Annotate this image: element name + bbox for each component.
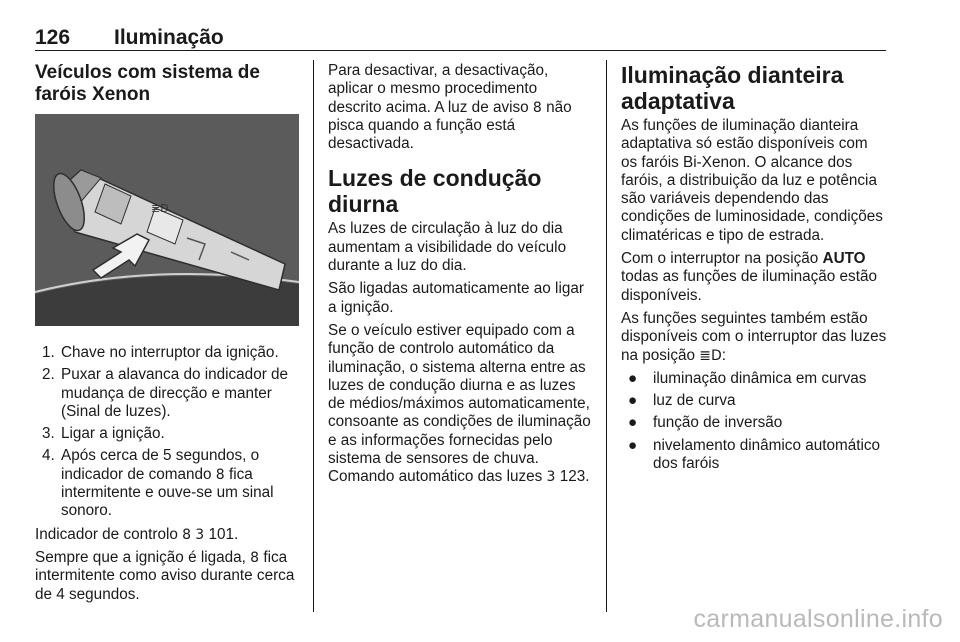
list-item <box>621 414 887 432</box>
indicator-symbol-icon: 8 <box>215 466 225 483</box>
paragraph: As funções de iluminação dianteira adaptativa só estão disponíveis com os faróis Bi-Xenon. O alcance dos faróis, a distribuição da luz e potência são variáveis dependendo das condições de luminosidade, condições climatéricas e tipo de estrada. <box>621 117 883 244</box>
page-header <box>35 26 885 50</box>
section-subheading: Veículos com sistema de faróis Xenon <box>35 62 260 105</box>
list-item-text: luz de curva <box>653 392 736 410</box>
column-2 <box>328 62 594 492</box>
step-text: fica intermitente e ouve-se um sinal sonoro. <box>61 465 274 520</box>
page-reference-icon[interactable]: 3 <box>195 526 205 543</box>
column-divider-2 <box>606 60 607 612</box>
step-number: 4. <box>42 447 55 465</box>
page-reference-number[interactable]: 123. <box>555 468 590 486</box>
bullet-icon: ● <box>628 392 638 410</box>
auto-position-label: AUTO <box>822 250 866 268</box>
features-list <box>621 370 887 473</box>
list-item-text: iluminação dinâmica em curvas <box>653 369 867 387</box>
paragraph-text: : <box>721 346 727 364</box>
low-beam-icon: ≣D <box>699 347 722 364</box>
step-number: 1. <box>42 344 55 361</box>
section-heading: Luzes de condução diurna <box>328 165 542 218</box>
paragraph-text: Se o veículo estiver equipado com a função de controlo automático da iluminação, o sistema alterna entre as luzes de condução diurna e as luzes de médios/máximos automaticamente, consoante as condições de iluminação e as informações fornecidas pelo sistema de sensores de chuva. Comando automático das luzes <box>328 321 591 486</box>
step-text: Chave no interruptor da ignição. <box>61 344 279 361</box>
column-divider-1 <box>313 60 314 612</box>
bullet-icon: ● <box>628 414 638 432</box>
list-item <box>35 447 301 520</box>
step-text: Ligar a ignição. <box>61 425 165 443</box>
paragraph-text: Indicador de controlo <box>35 525 183 543</box>
paragraph <box>328 322 594 487</box>
watermark: carmanualsonline.info <box>693 605 943 633</box>
paragraph-text: todas as funções de iluminação estão disponíveis. <box>621 268 877 304</box>
paragraph-text: não pisca quando a função está desactivada. <box>328 98 572 153</box>
list-item <box>35 344 301 362</box>
list-item <box>621 370 887 388</box>
column-1 <box>35 62 301 609</box>
stalk-lever-illustration <box>35 114 299 326</box>
paragraph <box>621 250 887 305</box>
step-number: 3. <box>42 425 55 443</box>
list-item <box>35 366 301 421</box>
paragraph: São ligadas automaticamente ao ligar a ignição. <box>328 280 584 316</box>
paragraph <box>328 62 594 153</box>
paragraph-text: fica intermitente como aviso durante cerca de 4 segundos. <box>35 548 295 603</box>
step-number: 2. <box>42 366 55 384</box>
paragraph <box>621 310 887 365</box>
list-item-text: nivelamento dinâmico automático dos faróis <box>653 436 881 473</box>
header-rule <box>35 50 886 51</box>
paragraph <box>35 549 301 604</box>
list-item-text: função de inversão <box>653 414 783 432</box>
column-3 <box>621 62 887 477</box>
list-item <box>621 437 887 474</box>
bullet-icon: ● <box>628 369 638 387</box>
stalk-lever-figure <box>35 114 299 326</box>
bullet-icon: ● <box>628 436 638 454</box>
indicator-symbol-icon: 8 <box>250 549 260 566</box>
paragraph-text: Com o interruptor na posição <box>621 250 823 268</box>
svg-text:≣D: ≣D <box>151 202 169 215</box>
section-heading: Iluminação dianteira adaptativa <box>621 62 844 114</box>
paragraph <box>35 526 301 544</box>
list-item <box>621 392 887 410</box>
chapter-title: Iluminação <box>114 26 224 49</box>
indicator-symbol-icon: 8 <box>182 526 192 543</box>
step-text: Após cerca de 5 segundos, o indicador de comando <box>61 447 260 483</box>
warning-light-icon: 8 <box>532 99 542 116</box>
page-reference-icon[interactable]: 3 <box>546 469 556 486</box>
paragraph: As luzes de circulação à luz do dia aumentam a visibilidade do veículo durante a luz do dia. <box>328 220 567 275</box>
steps-list <box>35 344 301 521</box>
paragraph-text: Para desactivar, a desactivação, aplicar o mesmo procedimento descrito acima. A luz de aviso <box>328 62 549 116</box>
step-text: Puxar a alavanca do indicador de mudança de direcção e manter (Sinal de luzes). <box>61 366 289 420</box>
page-number: 126 <box>35 26 71 49</box>
paragraph-text: Sempre que a ignição é ligada, <box>35 548 251 566</box>
paragraph-text: As funções seguintes também estão disponíveis com o interruptor das luzes na posição <box>621 309 887 364</box>
list-item <box>35 425 301 443</box>
page-reference-number[interactable]: 101. <box>204 525 239 543</box>
